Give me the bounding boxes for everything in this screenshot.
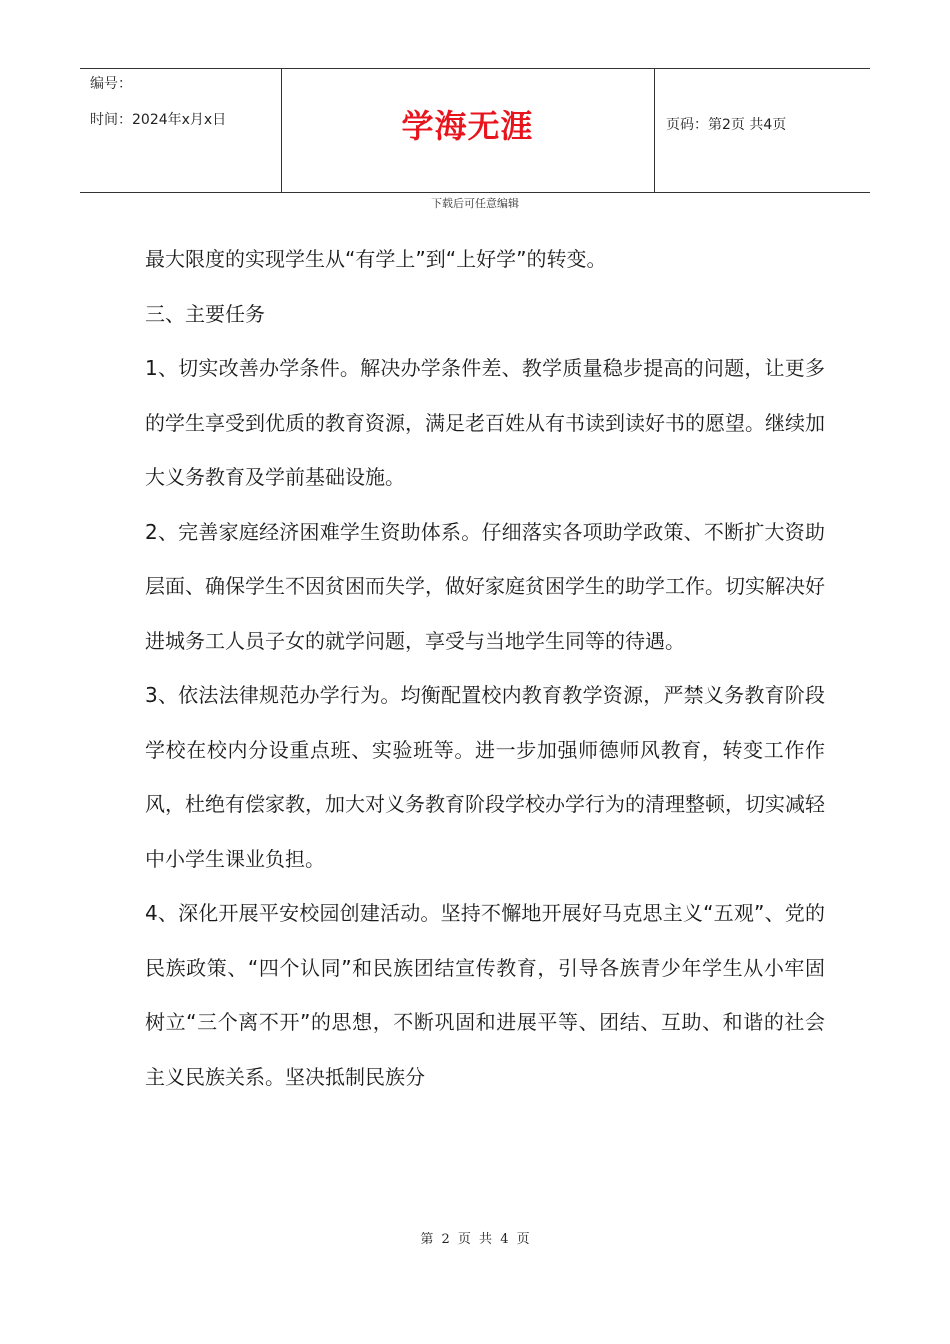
editable-note: 下载后可任意编辑 <box>431 197 519 210</box>
page-number-label: 页码：第2页 共4页 <box>666 117 787 133</box>
document-number-label: 编号： <box>90 76 132 92</box>
paragraph-task-2: 2、完善家庭经济困难学生资助体系。仔细落实各项助学政策、不断扩大资助层面、确保学生不因贫困而失学，做好家庭贫困学生的助学工作。切实解决好进城务工人员子女的就学问题，享受与当地学生同等的待遇。 <box>145 519 825 653</box>
paragraph-task-3: 3、依法法律规范办学行为。均衡配置校内教育教学资源，严禁义务教育阶段学校在校内分设重点班、实验班等。进一步加强师德师风教育，转变工作作风，杜绝有偿家教，加大对义务教育阶段学校办学行为的清理整顿，切实减轻中小学生课业负担。 <box>145 683 825 871</box>
section-heading: 三、主要任务 <box>145 301 265 326</box>
paragraph-task-1: 1、切实改善办学条件。解决办学条件差、教学质量稳步提高的问题，让更多的学生享受到优质的教育资源，满足老百姓从有书读到读好书的愿望。继续加大义务教育及学前基础设施。 <box>145 356 825 489</box>
paragraph-intro: 最大限度的实现学生从“有学上”到“上好学”的转变。 <box>145 247 607 271</box>
document-header <box>80 68 870 193</box>
header-divider-right <box>654 69 655 193</box>
page-footer: 第 2 页 共 4 页 <box>420 1232 530 1247</box>
document-time-label: 时间：2024年x月x日 <box>90 112 227 128</box>
paragraph-task-4: 4、深化开展平安校园创建活动。坚持不懈地开展好马克思主义“五观”、党的民族政策、“四个认同”和民族团结宣传教育，引导各族青少年学生从小牢固树立“三个离不开”的思想，不断巩固和进展平等、团结、互助、和谐的社会主义民族关系。坚决抵制民族分 <box>145 901 825 1089</box>
brand-title: 学海无涯 <box>401 107 534 145</box>
document-body <box>145 232 825 1104</box>
